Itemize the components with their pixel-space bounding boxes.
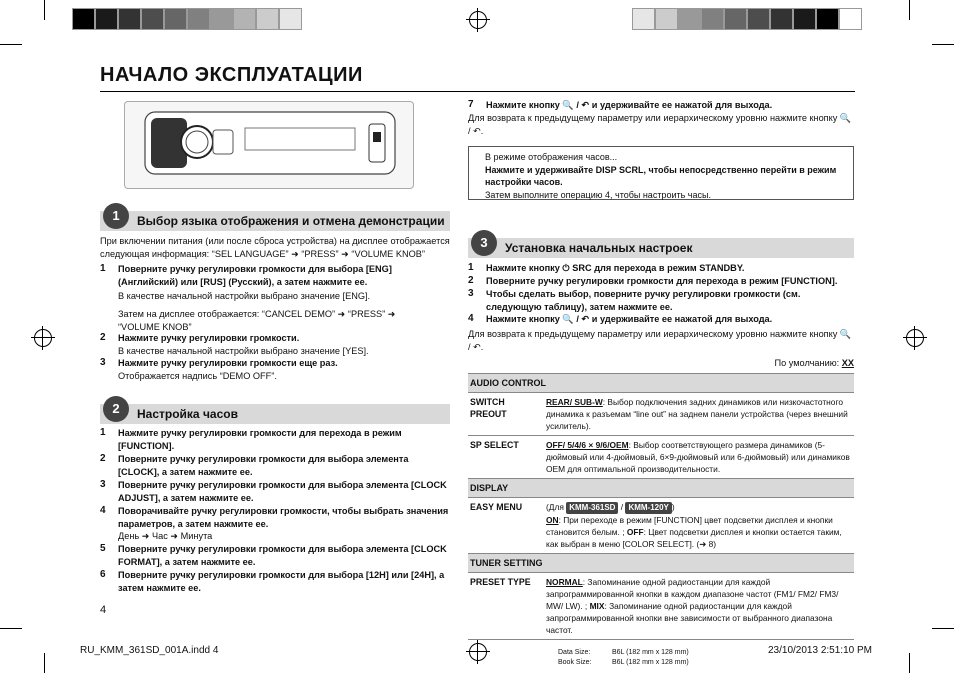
color-swatch xyxy=(701,8,724,30)
section-number-badge: 1 xyxy=(103,203,129,229)
settings-table xyxy=(468,373,854,640)
table-group-header: DISPLAY xyxy=(468,479,854,498)
setting-value xyxy=(544,393,854,436)
model-tag: KMM-120Y xyxy=(625,502,671,514)
device-illustration xyxy=(124,101,414,189)
step-text: Поворачивайте ручку регулировки громкости, чтобы выбрать значения параметров, а затем нажмите ее. xyxy=(118,506,449,529)
book-size-value: B6L (182 mm x 128 mm) xyxy=(612,659,689,666)
color-swatch xyxy=(164,8,187,30)
setting-desc: : Запоминание одной радиостанции для каждой запрограммированной кнопки в каждом диапазоне частот (FM1/ FM2/ FM3/ MW/ LW). ; xyxy=(546,577,839,611)
setting-desc: : Выбор подключения задних динамиков или низкочастотного динамика к разъемам “line out” на заднем панели устройства (через внешний усилитель). xyxy=(546,397,848,431)
section-number-badge: 3 xyxy=(471,230,497,256)
color-swatch xyxy=(655,8,678,30)
step-text: Поверните ручку регулировки громкости для перехода в режим [FUNCTION]. xyxy=(486,276,838,286)
table-row xyxy=(468,393,854,436)
section-2-header xyxy=(100,404,450,424)
step-text: Нажмите кнопку 🔍 / ↶ и удерживайте ее нажатой для выхода. xyxy=(486,314,773,324)
setting-value: (Для KMM-361SD / KMM-120Y ) ON: При переходе в режим [FUNCTION] цвет подсветки дисплея и кнопки становится белым. ; OFF: Цвет подсветки дисплея и кнопки остается таким, как выбран в меню [COLOR SELECT]. (➜ 8) xyxy=(544,498,854,554)
color-swatch xyxy=(118,8,141,30)
color-swatch xyxy=(747,8,770,30)
data-size-label: Data Size: xyxy=(558,649,591,656)
crop-mark xyxy=(44,653,45,673)
default-legend xyxy=(700,357,854,370)
setting-value xyxy=(544,573,854,640)
footer-file: RU_KMM_361SD_001A.indd 4 xyxy=(80,645,219,656)
step-text: Нажмите кнопку 🔍 / ↶ и удерживайте ее нажатой для выхода. xyxy=(486,100,773,110)
table-row xyxy=(468,436,854,479)
step-number: 1 xyxy=(100,263,106,274)
section-1-header xyxy=(100,211,450,231)
option-mix: MIX xyxy=(589,601,605,611)
step-text: Поверните ручку регулировки громкости для выбора элемента [CLOCK ADJUST], а затем нажмите ее. xyxy=(118,480,447,503)
step-number: 2 xyxy=(468,275,474,286)
color-swatch xyxy=(187,8,210,30)
setting-options: REAR/ SUB-W xyxy=(546,397,603,407)
step-number: 6 xyxy=(100,569,106,580)
crop-mark xyxy=(44,0,45,20)
color-swatch xyxy=(233,8,256,30)
model-prefix: (Для xyxy=(546,502,564,512)
crop-mark xyxy=(932,628,954,629)
footer-datetime: 23/10/2013 2:51:10 PM xyxy=(768,645,872,656)
step-number: 5 xyxy=(100,543,106,554)
page-number: 4 xyxy=(100,604,107,616)
color-swatch xyxy=(72,8,95,30)
table-row xyxy=(468,573,854,640)
color-swatch xyxy=(816,8,839,30)
note-line: Нажмите и удерживайте DISP SCRL, чтобы непосредственно перейти в режим настройки часов. xyxy=(485,164,837,187)
table-row xyxy=(468,498,854,554)
option-on: ON xyxy=(546,515,559,525)
step-number: 4 xyxy=(468,313,474,324)
table-group-header: TUNER SETTING xyxy=(468,554,854,573)
crop-mark xyxy=(932,44,954,45)
setting-key: SWITCH PREOUT xyxy=(468,393,544,436)
step-text: Поверните ручку регулировки громкости для выбора [12H] или [24H], а затем нажмите ее. xyxy=(118,570,445,593)
setting-desc: : Запоминание одной радиостанции для каждой запрограммированной кнопки вне зависимости от выбранного диапазона частот. xyxy=(546,601,833,635)
step-text: Нажмите ручку регулировки громкости. xyxy=(118,333,300,343)
section-title: Выбор языка отображения и отмена демонстрации xyxy=(137,214,445,228)
option-off: OFF xyxy=(626,527,644,537)
setting-options: OFF/ 5/4/6 × 9/6/OEM xyxy=(546,440,629,450)
step-number: 3 xyxy=(100,479,106,490)
setting-desc: : Цвет подсветки дисплея и кнопки остается таким, как выбран в меню [COLOR SELECT]. (➜ 8) xyxy=(546,527,842,549)
step-text: Чтобы сделать выбор, поверните ручку регулировки громкости (см. следующую таблицу), затем нажмите ее. xyxy=(486,289,801,312)
step-number: 3 xyxy=(100,357,106,368)
color-swatch xyxy=(210,8,233,30)
step-sub: Отображается надпись “DEMO OFF”. xyxy=(118,371,277,381)
setting-value xyxy=(544,436,854,479)
section-3-header xyxy=(468,238,854,258)
step-text: Нажмите кнопку ⏻ SRC для перехода в режим STANDBY. xyxy=(486,263,745,273)
table-group-header: AUDIO CONTROL xyxy=(468,374,854,393)
step-text: Поверните ручку регулировки громкости для выбора элемента [CLOCK FORMAT], а затем нажмите ее. xyxy=(118,544,447,567)
step-text: Нажмите ручку регулировки громкости еще раз. xyxy=(118,358,338,368)
section-number-badge: 2 xyxy=(103,396,129,422)
note-line: В режиме отображения часов... xyxy=(485,152,618,162)
step-sub: Затем на дисплее отображается: “CANCEL DEMO” ➜ “PRESS” ➜ “VOLUME KNOB” xyxy=(118,309,396,332)
step-text: Поверните ручку регулировки громкости для выбора элемента [CLOCK], а затем нажмите ее. xyxy=(118,454,409,477)
step-sub: День ➜ Час ➜ Минута xyxy=(118,531,213,541)
book-size-label: Book Size: xyxy=(558,659,592,666)
step-text: Нажмите ручку регулировки громкости для перехода в режим [FUNCTION]. xyxy=(118,428,402,451)
color-swatch xyxy=(839,8,862,30)
color-swatch xyxy=(95,8,118,30)
crop-mark xyxy=(909,653,910,673)
step-number: 2 xyxy=(100,453,106,464)
registration-mark-icon xyxy=(469,643,487,661)
crop-mark xyxy=(0,44,22,45)
color-swatch xyxy=(770,8,793,30)
step-number: 3 xyxy=(468,288,474,299)
color-swatch xyxy=(256,8,279,30)
step-sub: В качестве начальной настройки выбрано значение [ENG]. xyxy=(118,291,371,301)
step-number: 1 xyxy=(100,427,106,438)
setting-key: PRESET TYPE xyxy=(468,573,544,640)
step-sub: В качестве начальной настройки выбрано значение [YES]. xyxy=(118,346,369,356)
section-1-intro: При включении питания (или после сброса устройства) на дисплее отображается следующая информация: “SEL LANGUAGE” ➜ “PRESS” ➜ “VOLUME KNOB” xyxy=(100,236,450,259)
section-3-after: Для возврата к предыдущему параметру или иерархическому уровню нажмите кнопку 🔍 / ↶. xyxy=(468,329,852,352)
option-normal: NORMAL xyxy=(546,577,583,587)
setting-key: EASY MENU xyxy=(468,498,544,554)
page-title: НАЧАЛО ЭКСПЛУАТАЦИИ xyxy=(100,64,363,86)
color-swatch xyxy=(279,8,302,30)
setting-desc: : При переходе в режим [FUNCTION] цвет подсветки дисплея и кнопки становится белым. ; xyxy=(546,515,833,537)
color-swatch xyxy=(632,8,655,30)
step-sub: Для возврата к предыдущему параметру или иерархическому уровню нажмите кнопку 🔍 / ↶. xyxy=(468,113,852,136)
clock-note-box xyxy=(468,146,854,200)
step-number: 2 xyxy=(100,332,106,343)
color-swatch xyxy=(141,8,164,30)
data-size-value: B6L (182 mm x 128 mm) xyxy=(612,649,689,656)
setting-desc: : Выбор соответствующего размера динамиков (5-дюймовый или 4-дюймовый, 6×9-дюймовый или 6-дюймовый) или динамиков OEM для оптимальной производительности. xyxy=(546,440,850,474)
step-number: 7 xyxy=(468,99,474,110)
registration-mark-icon xyxy=(469,11,487,29)
color-swatch xyxy=(793,8,816,30)
registration-mark-icon xyxy=(906,329,924,347)
default-label: По умолчанию: xyxy=(774,358,840,368)
color-swatch xyxy=(678,8,701,30)
model-tag: KMM-361SD xyxy=(566,502,618,514)
title-rule xyxy=(100,91,855,92)
section-title: Настройка часов xyxy=(137,407,238,421)
car-receiver-icon xyxy=(125,102,413,188)
setting-key: SP SELECT xyxy=(468,436,544,479)
step-text: Поверните ручку регулировки громкости для выбора [ENG] (Английский) или [RUS] (Русский), а затем нажмите ее. xyxy=(118,264,392,287)
crop-mark xyxy=(0,628,22,629)
step-number: 1 xyxy=(468,262,474,273)
section-title: Установка начальных настроек xyxy=(505,241,693,255)
color-swatch xyxy=(724,8,747,30)
crop-mark xyxy=(909,0,910,20)
note-line: Затем выполните операцию 4, чтобы настроить часы. xyxy=(485,189,711,200)
registration-mark-icon xyxy=(34,329,52,347)
step-number: 4 xyxy=(100,505,106,516)
default-value: XX xyxy=(841,358,854,368)
